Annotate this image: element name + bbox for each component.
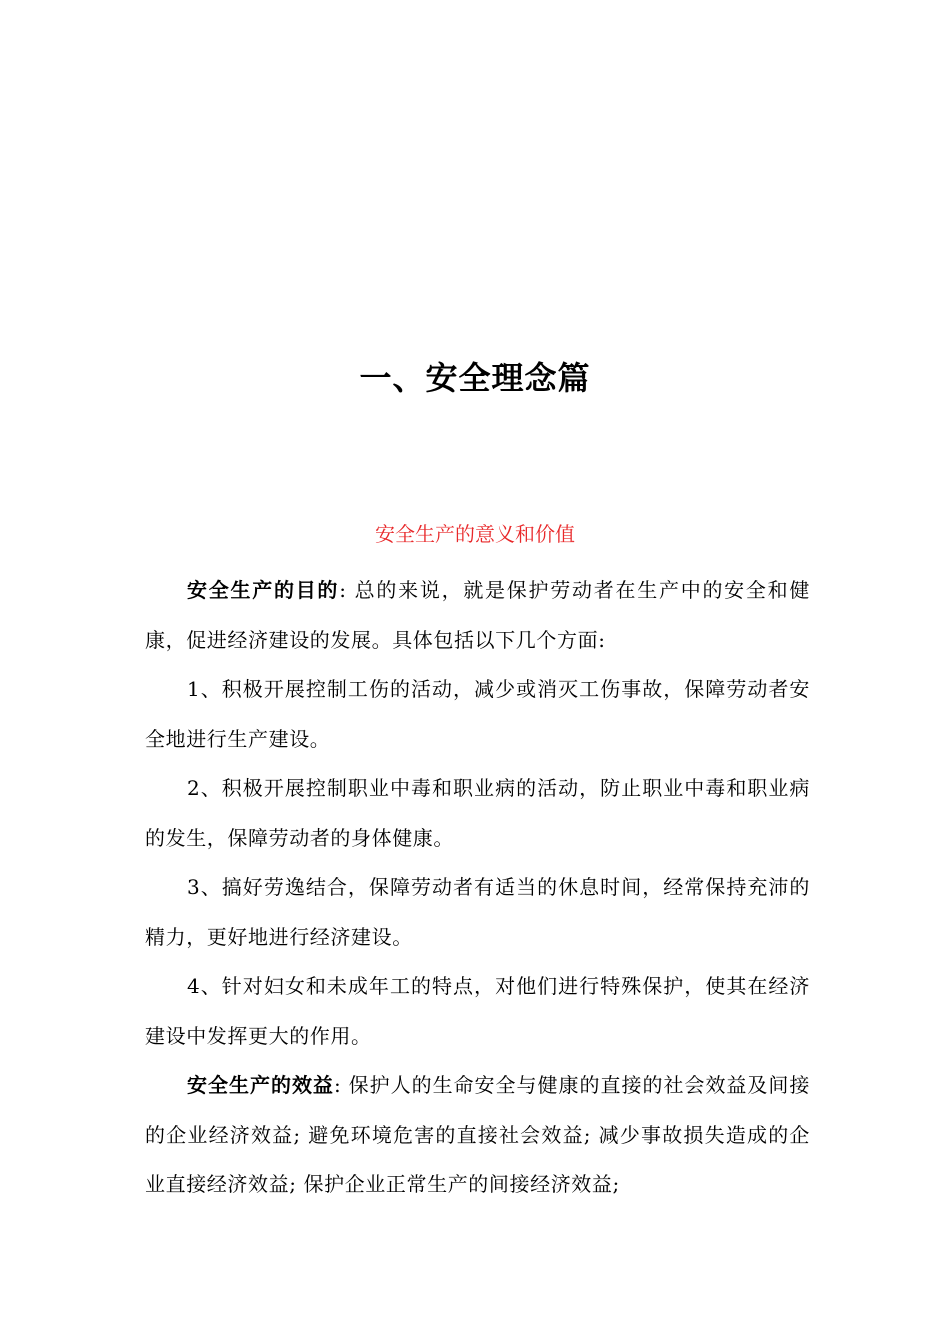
paragraph-lead-benefits: 安全生产的效益: [187, 1073, 334, 1097]
section-title: 安全生产的意义和价值: [375, 522, 575, 546]
paragraph-text: 3、搞好劳逸结合，保障劳动者有适当的休息时间，经常保持充沛的精力，更好地进行经济建设。: [145, 875, 810, 949]
paragraph-text: : 总的来说，就是保护劳动者在生产中的安全和健康，促进经济建设的发展。具体包括以下几个方面:: [145, 578, 811, 652]
paragraph-text: 2、积极开展控制职业中毒和职业病的活动，防止职业中毒和职业病的发生，保障劳动者的身体健康。: [145, 776, 810, 850]
paragraph-benefits: [145, 1061, 810, 1210]
paragraph-item-2: [145, 764, 810, 863]
paragraph-item-4: [145, 962, 810, 1061]
paragraph-text: 4、针对妇女和未成年工的特点，对他们进行特殊保护，使其在经济建设中发挥更大的作用。: [145, 974, 810, 1048]
paragraph-text: 1、积极开展控制工伤的活动，减少或消灭工伤事故，保障劳动者安全地进行生产建设。: [145, 677, 810, 751]
paragraph-item-3: [145, 863, 810, 962]
paragraph-lead-purpose: 安全生产的目的: [187, 578, 340, 602]
chapter-title: 一、安全理念篇: [359, 359, 591, 397]
paragraph-text: : 保护人的生命安全与健康的直接的社会效益及间接的企业经济效益; 避免环境危害的直接社会效益; 减少事故损失造成的企业直接经济效益; 保护企业正常生产的间接经济效益;: [145, 1073, 811, 1196]
paragraph-item-1: [145, 665, 810, 764]
paragraph-purpose: [145, 566, 810, 665]
body-text: [145, 566, 810, 1210]
